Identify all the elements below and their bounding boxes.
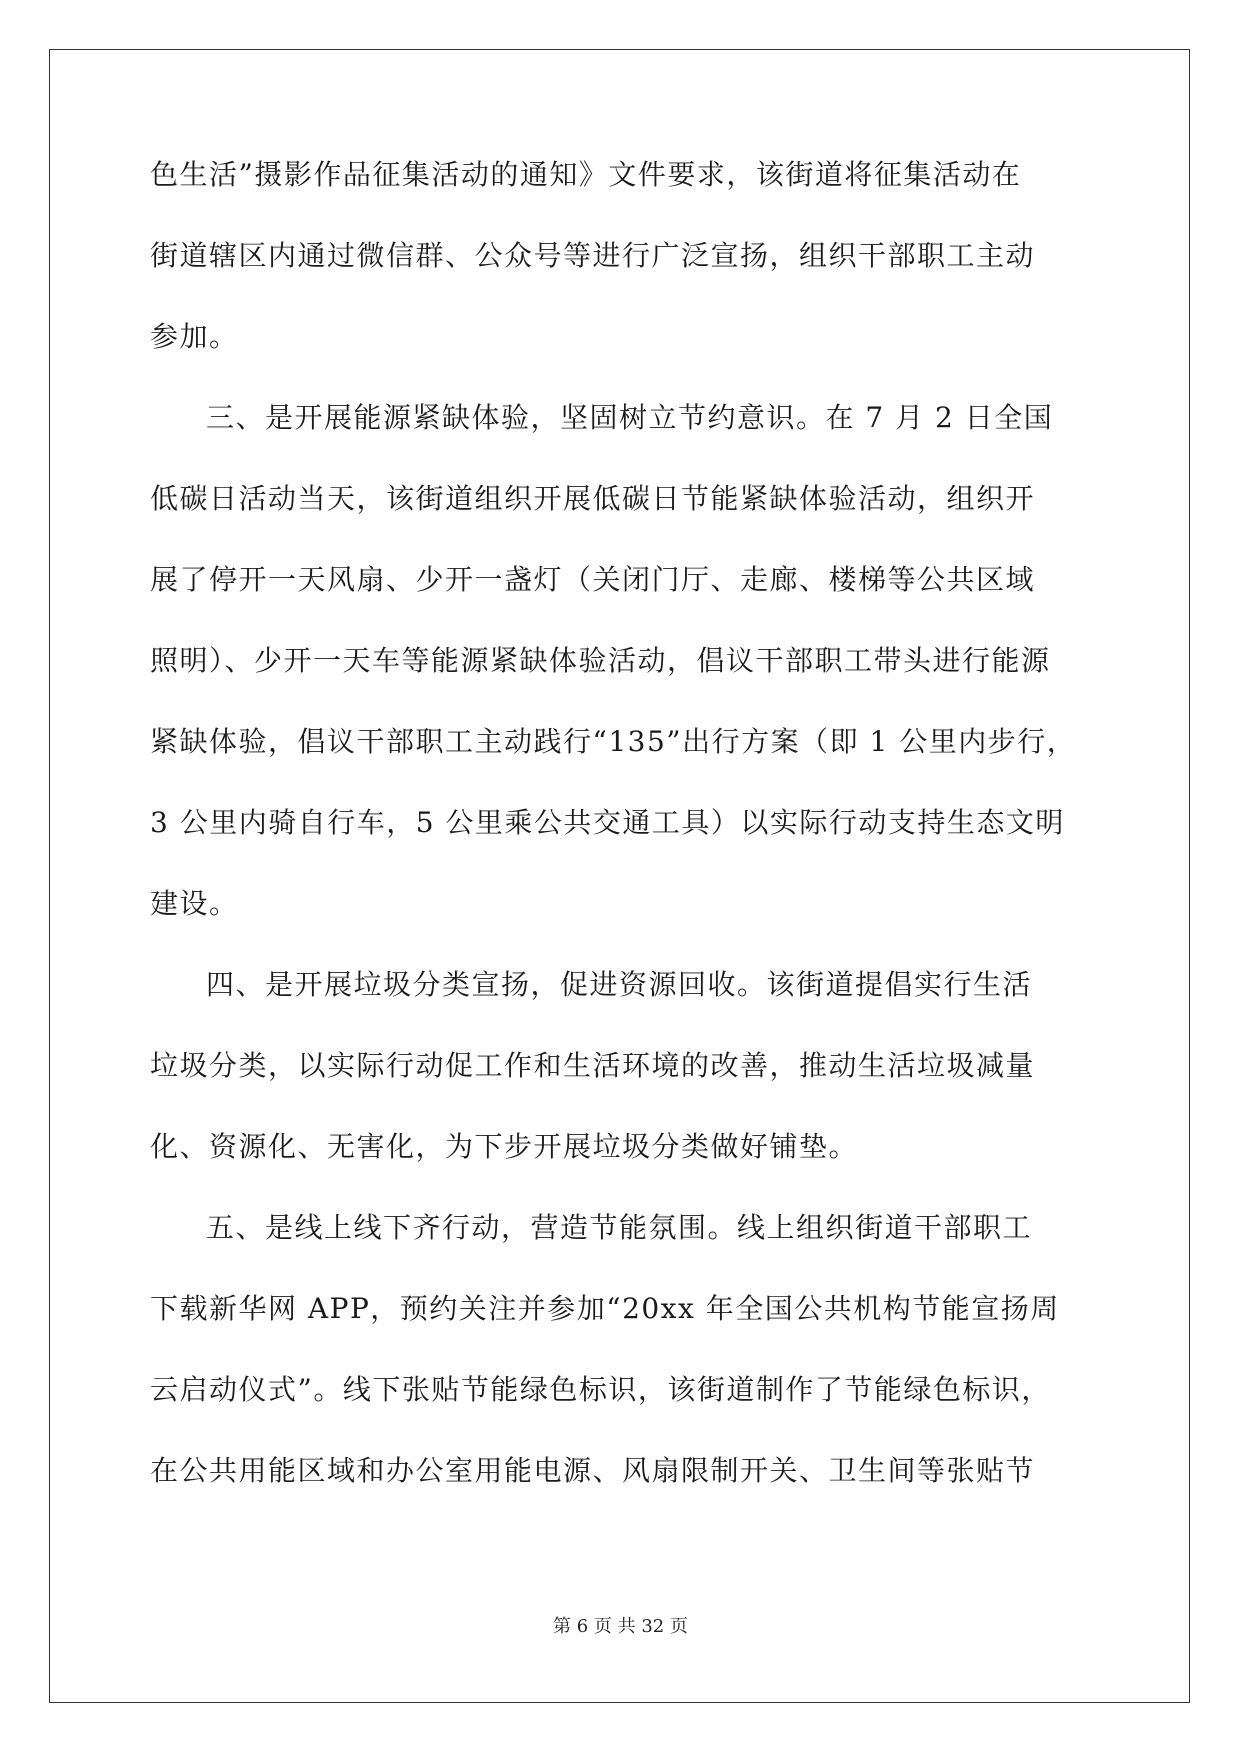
text-line: 建设。 <box>150 887 239 920</box>
text-line: 3 公里内骑自行车，5 公里乘公共交通工具）以实际行动支持生态文明 <box>150 806 1065 839</box>
page-number-footer: 第 6 页 共 32 页 <box>553 1616 688 1637</box>
text-line: 参加。 <box>150 320 239 353</box>
text-line: 街道辖区内通过微信群、公众号等进行广泛宣扬，组织干部职工主动 <box>150 239 1036 272</box>
text-line: 下载新华网 APP，预约关注并参加“20xx 年全国公共机构节能宣扬周 <box>150 1292 1060 1325</box>
text-line: 五、是线上线下齐行动，营造节能氛围。线上组织街道干部职工 <box>206 1211 1033 1244</box>
text-line: 紧缺体验，倡议干部职工主动践行“135”出行方案（即 1 公里内步行， <box>150 725 1077 758</box>
text-line: 低碳日活动当天，该街道组织开展低碳日节能紧缺体验活动，组织开 <box>150 482 1036 515</box>
document-body <box>150 160 1090 1537</box>
text-line: 四、是开展垃圾分类宣扬，促进资源回收。该街道提倡实行生活 <box>206 968 1033 1001</box>
text-line: 云启动仪式”。线下张贴节能绿色标识，该街道制作了节能绿色标识， <box>150 1373 1051 1406</box>
text-line: 化、资源化、无害化，为下步开展垃圾分类做好铺垫。 <box>150 1130 859 1163</box>
text-line: 垃圾分类，以实际行动促工作和生活环境的改善，推动生活垃圾减量 <box>150 1049 1036 1082</box>
text-line: 照明）、少开一天车等能源紧缺体验活动，倡议干部职工带头进行能源 <box>150 644 1051 677</box>
text-line: 三、是开展能源紧缺体验，坚固树立节约意识。在 7 月 2 日全国 <box>206 401 1054 434</box>
text-line: 在公共用能区域和办公室用能电源、风扇限制开关、卫生间等张贴节 <box>150 1454 1036 1487</box>
text-line: 展了停开一天风扇、少开一盏灯（关闭门厅、走廊、楼梯等公共区域 <box>150 563 1036 596</box>
text-line: 色生活”摄影作品征集活动的通知》文件要求，该街道将征集活动在 <box>150 158 1022 191</box>
